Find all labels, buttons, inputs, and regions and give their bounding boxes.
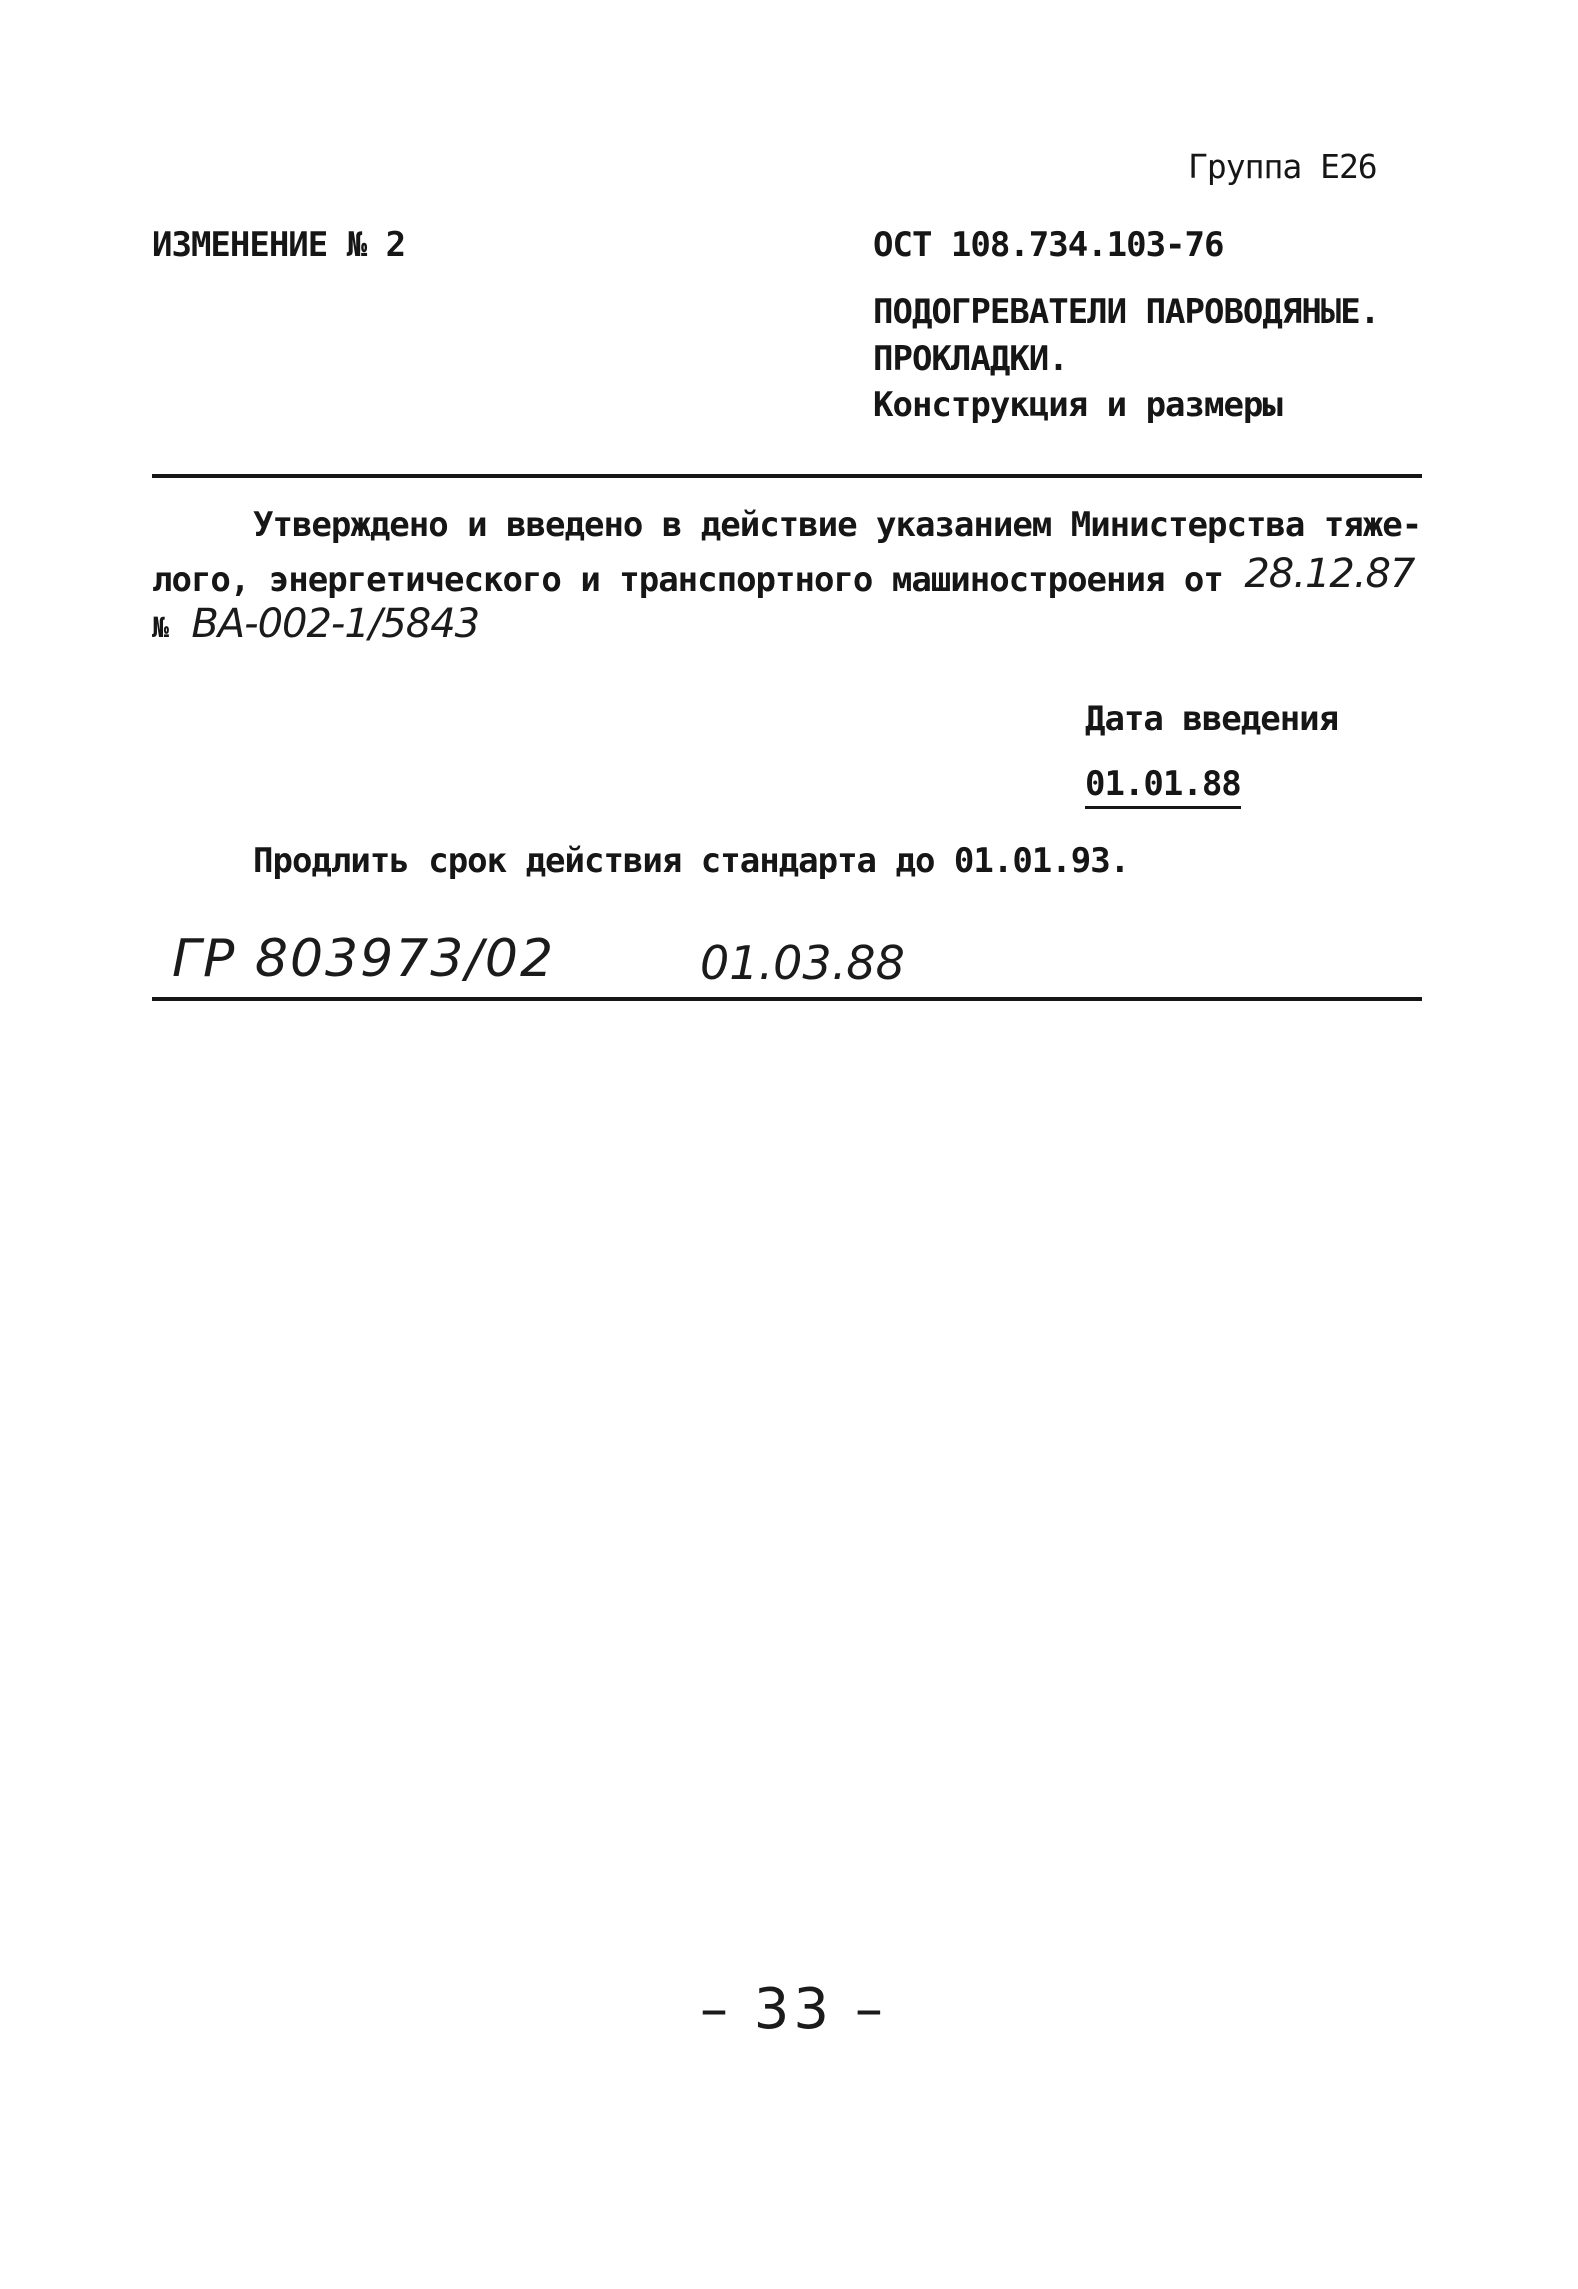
approval-line2-text: лого, энергетического и транспортного машиностроения от [152, 560, 1223, 600]
standard-code: ОСТ 108.734.103-76 [873, 225, 1224, 265]
registration-number-handwritten: ГР 803973/02 [172, 929, 556, 989]
standard-title-line1: ПОДОГРЕВАТЕЛИ ПАРОВОДЯНЫЕ. [873, 292, 1380, 332]
approval-line1: Утверждено и введено в действие указанием Министерства тяже- [253, 505, 1422, 545]
standard-title-line2: ПРОКЛАДКИ. [873, 339, 1068, 379]
approval-number-handwritten: ВА-002-1/5843 [191, 601, 480, 647]
effective-date-label: Дата введения [1085, 699, 1339, 739]
effective-date: 01.01.88 [1085, 764, 1241, 809]
approval-number-prefix: № [152, 611, 168, 644]
header-divider [152, 474, 1422, 478]
extension-notice: Продлить срок действия стандарта до 01.01.93. [253, 841, 1130, 881]
change-number: ИЗМЕНЕНИЕ № 2 [152, 225, 406, 265]
approval-date-handwritten: 28.12.87 [1244, 551, 1415, 597]
registration-divider [152, 997, 1422, 1001]
effective-date-wrap [1085, 764, 1241, 804]
registration-date-handwritten: 01.03.88 [700, 936, 905, 990]
standard-title-line3: Конструкция и размеры [873, 385, 1282, 425]
approval-line2 [152, 551, 1415, 600]
page-number: – 33 – [700, 1977, 887, 2042]
group-code: Группа Е26 [1188, 147, 1377, 186]
approval-line3 [152, 601, 480, 647]
